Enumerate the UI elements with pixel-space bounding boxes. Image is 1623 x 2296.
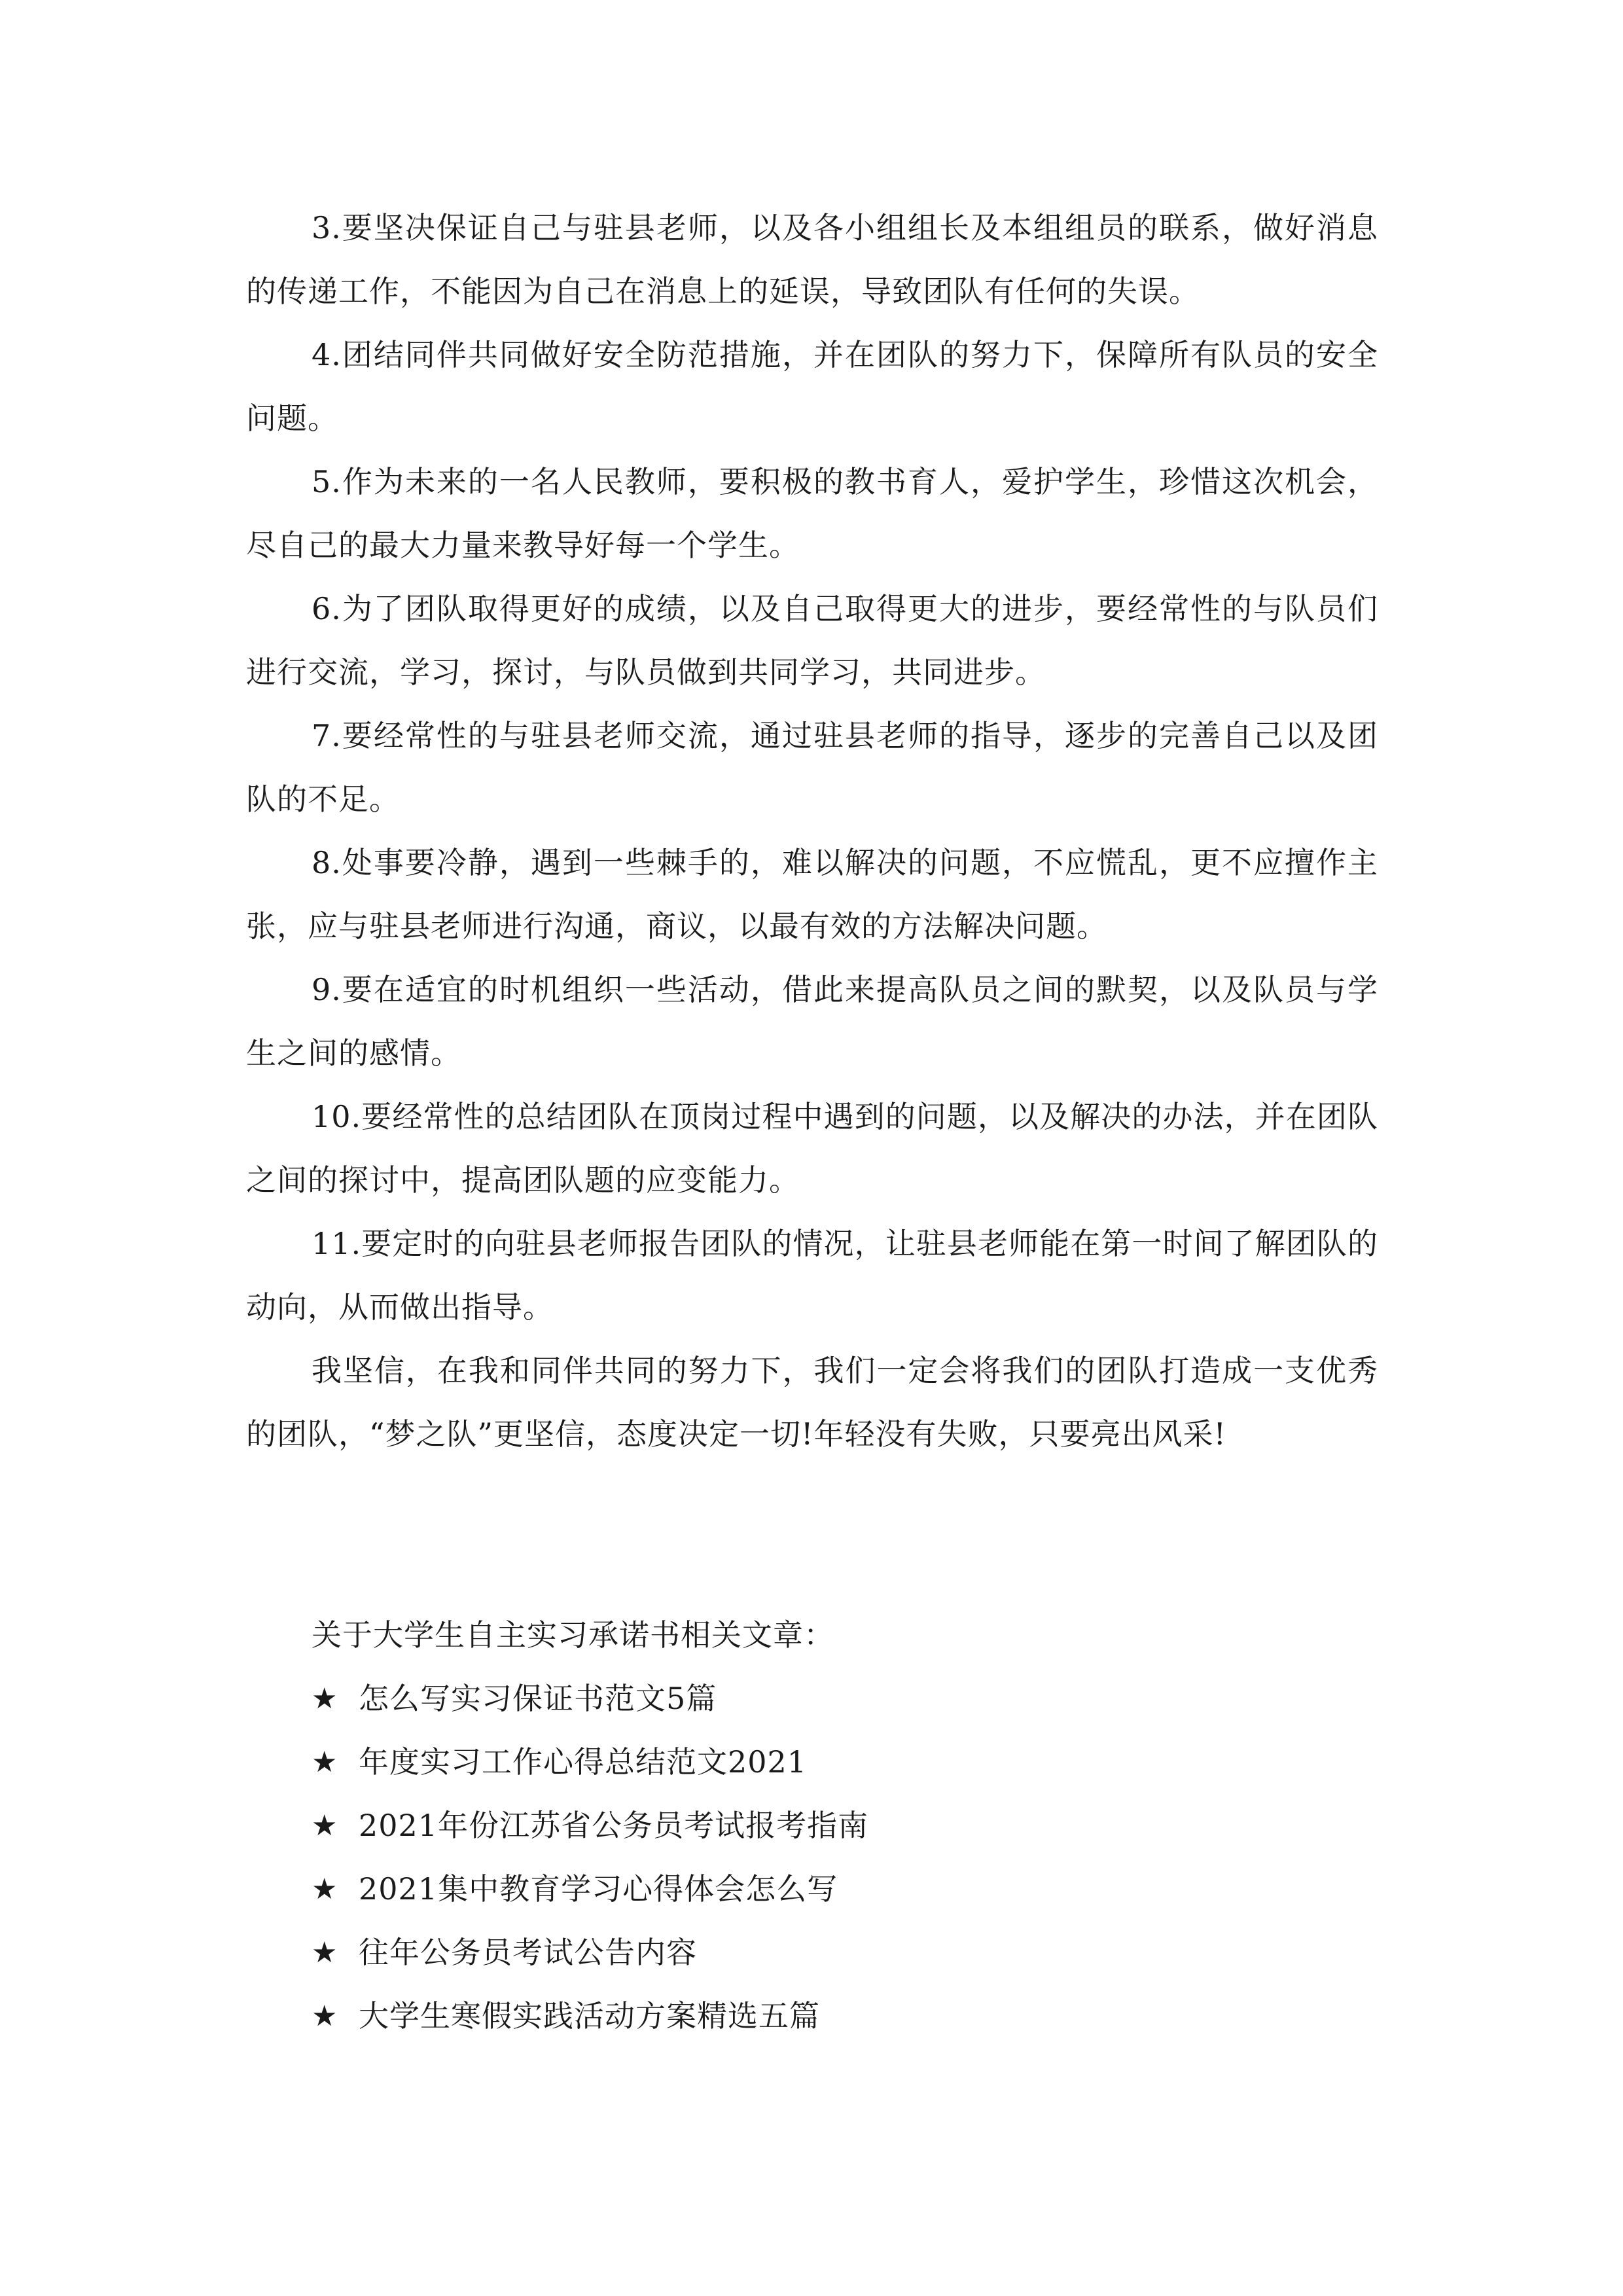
- related-article-item[interactable]: [246, 1731, 1378, 1794]
- related-articles: [246, 1604, 1378, 2048]
- related-article-link[interactable]: 年度实习工作心得总结范文2021: [359, 1744, 808, 1780]
- paragraph-item-6: 6.为了团队取得更好的成绩，以及自己取得更大的进步，要经常性的与队员们进行交流，学习，探讨，与队员做到共同学习，共同进步。: [246, 591, 1378, 690]
- related-article-link[interactable]: 2021集中教育学习心得体会怎么写: [359, 1871, 838, 1907]
- paragraph-item-10: 10.要经常性的总结团队在顶岗过程中遇到的问题，以及解决的办法，并在团队之间的探讨中，提高团队题的应变能力。: [246, 1099, 1378, 1198]
- star-icon: ★: [312, 1873, 338, 1906]
- related-article-link[interactable]: 2021年份江苏省公务员考试报考指南: [359, 1808, 869, 1843]
- related-article-link[interactable]: 往年公务员考试公告内容: [359, 1935, 697, 1970]
- star-icon: ★: [312, 1682, 338, 1715]
- related-article-link[interactable]: 怎么写实习保证书范文5篇: [359, 1681, 717, 1716]
- related-article-item[interactable]: [246, 1667, 1378, 1731]
- related-article-item[interactable]: [246, 1921, 1378, 1984]
- related-article-item[interactable]: [246, 1984, 1378, 2048]
- star-icon: ★: [312, 1746, 338, 1779]
- paragraph-item-9: 9.要在适宜的时机组织一些活动，借此来提高队员之间的默契，以及队员与学生之间的感情。: [246, 972, 1378, 1071]
- related-articles-list: [246, 1667, 1378, 2048]
- document-body: [246, 196, 1378, 1466]
- related-article-item[interactable]: [246, 1857, 1378, 1921]
- related-articles-title: 关于大学生自主实习承诺书相关文章：: [312, 1617, 834, 1653]
- paragraph-item-4: 4.团结同伴共同做好安全防范措施，并在团队的努力下，保障所有队员的安全问题。: [246, 337, 1378, 436]
- paragraph-item-3: 3.要坚决保证自己与驻县老师，以及各小组组长及本组组员的联系，做好消息的传递工作，不能因为自己在消息上的延误，导致团队有任何的失误。: [246, 210, 1378, 309]
- related-article-link[interactable]: 大学生寒假实践活动方案精选五篇: [359, 1998, 820, 2034]
- related-article-item[interactable]: [246, 1794, 1378, 1857]
- star-icon: ★: [312, 1936, 338, 1969]
- paragraph-item-7: 7.要经常性的与驻县老师交流，通过驻县老师的指导，逐步的完善自己以及团队的不足。: [246, 718, 1378, 817]
- closing-paragraph: 我坚信，在我和同伴共同的努力下，我们一定会将我们的团队打造成一支优秀的团队，“梦之队”更坚信，态度决定一切!年轻没有失败，只要亮出风采!: [246, 1353, 1378, 1452]
- paragraph-item-5: 5.作为未来的一名人民教师，要积极的教书育人，爱护学生，珍惜这次机会，尽自己的最大力量来教导好每一个学生。: [246, 464, 1378, 563]
- paragraph-item-8: 8.处事要冷静，遇到一些棘手的，难以解决的问题，不应慌乱，更不应擅作主张，应与驻县老师进行沟通，商议，以最有效的方法解决问题。: [246, 845, 1378, 944]
- paragraph-item-11: 11.要定时的向驻县老师报告团队的情况，让驻县老师能在第一时间了解团队的动向，从而做出指导。: [246, 1226, 1378, 1325]
- star-icon: ★: [312, 2000, 338, 2033]
- star-icon: ★: [312, 1809, 338, 1842]
